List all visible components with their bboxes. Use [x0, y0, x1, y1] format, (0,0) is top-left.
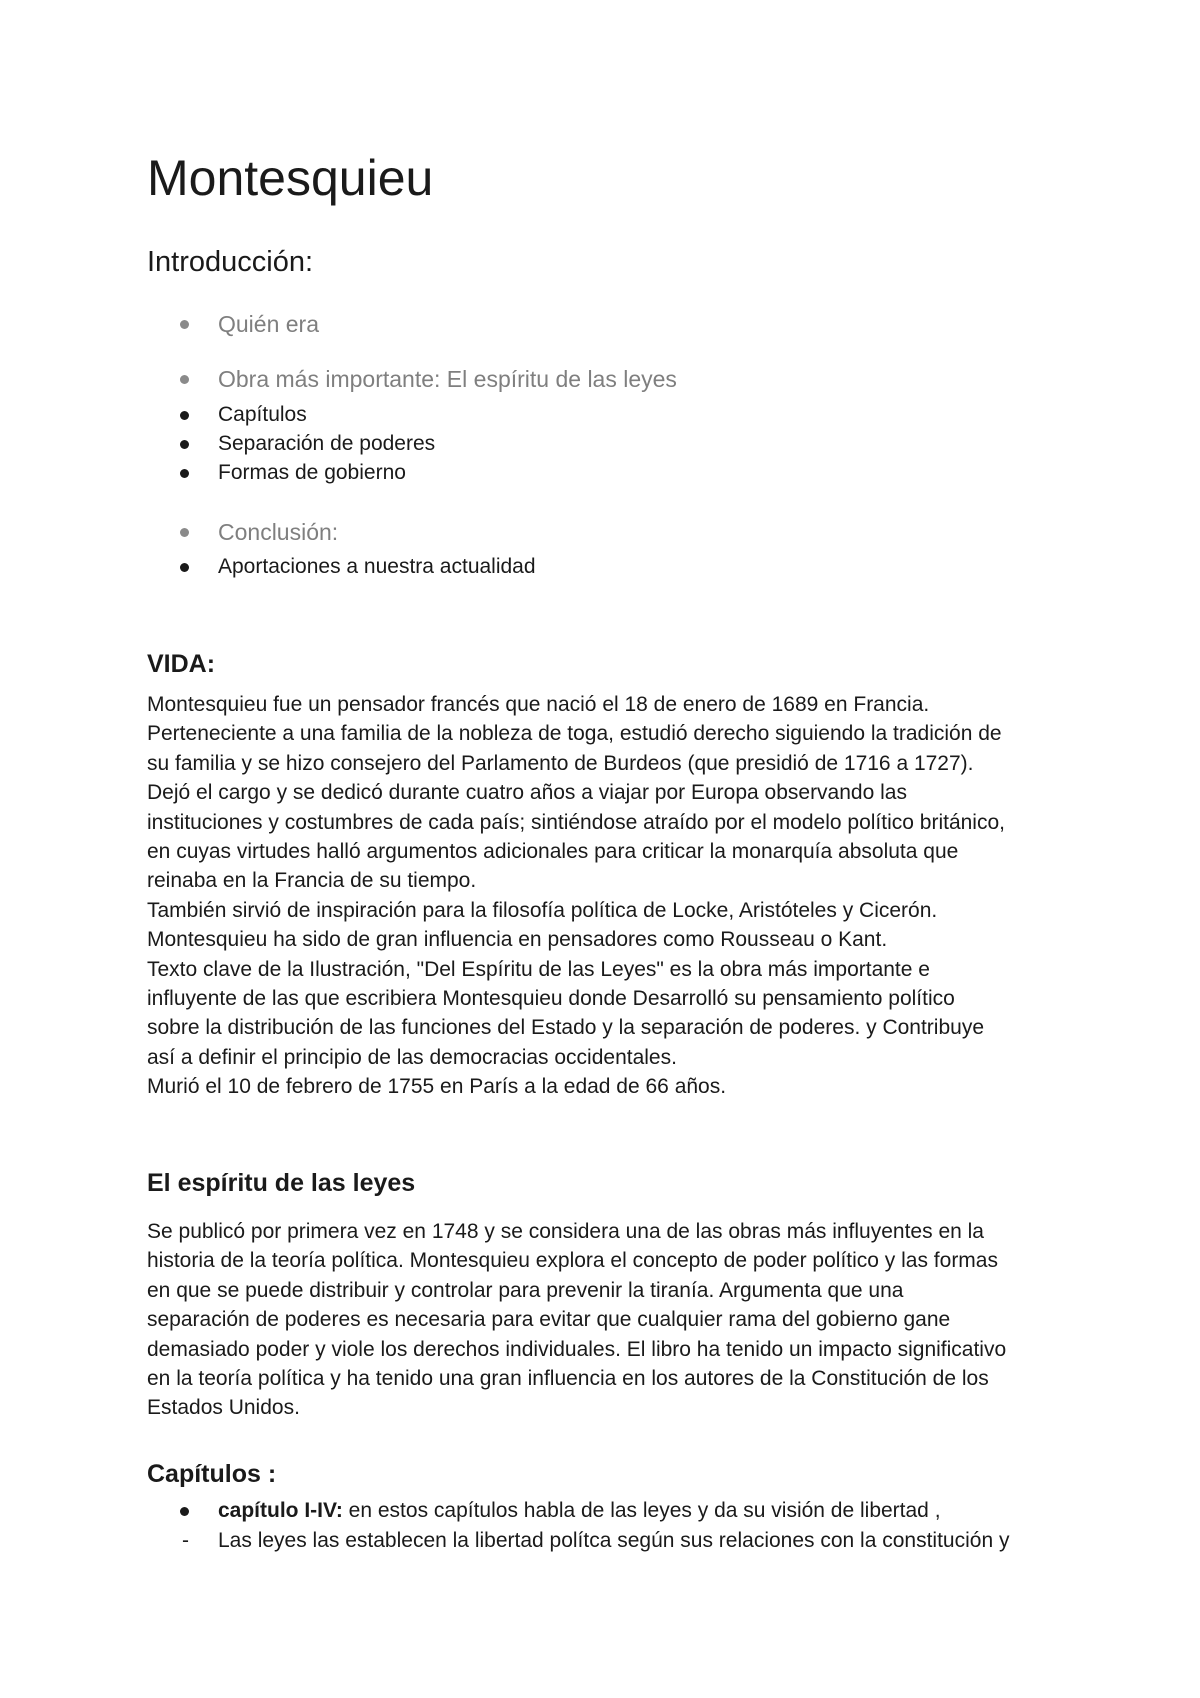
- bullet-icon: [180, 469, 189, 478]
- bullet-icon: [180, 440, 189, 449]
- paragraph-line: Perteneciente a una familia de la nobleza de toga, estudió derecho siguiendo la tradición de: [147, 722, 1002, 746]
- espiritu-paragraph: [147, 1217, 1087, 1423]
- paragraph-line: demasiado poder y viole los derechos individuales. El libro ha tenido un impacto significativo: [147, 1337, 1007, 1361]
- capitulo-item-desc: en estos capítulos habla de las leyes y da su visión de libertad ,: [342, 1499, 941, 1522]
- outline-item-text: Quién era: [218, 311, 320, 337]
- outline-item-text: Conclusión:: [218, 519, 339, 545]
- paragraph-line: así a definir el principio de las democracias occidentales.: [147, 1045, 677, 1069]
- paragraph-line: Murió el 10 de febrero de 1755 en París a la edad de 66 años.: [147, 1075, 727, 1099]
- paragraph-line: en que se puede distribuir y controlar para prevenir la tiranía. Argumenta que una: [147, 1278, 904, 1302]
- intro-heading: Introducción:: [147, 246, 314, 278]
- paragraph-line: historia de la teoría política. Montesquieu explora el concepto de poder político y las formas: [147, 1249, 998, 1273]
- paragraph-line: Estados Unidos.: [147, 1396, 300, 1420]
- paragraph-line: su familia y se hizo consejero del Parlamento de Burdeos (que presidió de 1716 a 1727).: [147, 751, 974, 775]
- capitulos-heading: Capítulos :: [147, 1460, 277, 1488]
- paragraph-line: separación de poderes es necesaria para evitar que cualquier rama del gobierno gane: [147, 1308, 951, 1332]
- bullet-icon: [180, 563, 189, 572]
- outline-item-text: Aportaciones a nuestra actualidad: [218, 555, 536, 578]
- bullet-icon: [180, 1507, 189, 1516]
- espiritu-heading: El espíritu de las leyes: [147, 1169, 416, 1197]
- paragraph-line: Montesquieu ha sido de gran influencia en pensadores como Rousseau o Kant.: [147, 928, 888, 952]
- vida-heading: VIDA:: [147, 650, 216, 678]
- paragraph-line: Montesquieu fue un pensador francés que nació el 18 de enero de 1689 en Francia.: [147, 693, 930, 716]
- paragraph-line: influyente de las que escribiera Montesquieu donde Desarrolló su pensamiento político: [147, 986, 955, 1010]
- outline-item-text: Capítulos: [218, 403, 307, 426]
- paragraph-line: instituciones y costumbres de cada país; sintiéndose atraído por el modelo político británico,: [147, 810, 1005, 834]
- paragraph-line: Se publicó por primera vez en 1748 y se considera una de las obras más influyentes en la: [147, 1220, 984, 1243]
- paragraph-line: También sirvió de inspiración para la filosofía política de Locke, Aristóteles y Cicerón.: [147, 898, 938, 922]
- capitulo-item-text: [218, 1496, 941, 1525]
- paragraph-line: Texto clave de la Ilustración, "Del Espíritu de las Leyes" es la obra más importante e: [147, 957, 930, 981]
- dash-marker: -: [182, 1529, 189, 1552]
- paragraph-line: en cuyas virtudes halló argumentos adicionales para criticar la monarquía absoluta que: [147, 839, 959, 863]
- outline-item-text: Formas de gobierno: [218, 461, 406, 484]
- capitulo-item-label: capítulo I-IV:: [218, 1499, 343, 1522]
- paragraph-line: reinaba en la Francia de su tiempo.: [147, 869, 477, 893]
- bullet-icon: [180, 375, 189, 384]
- document-title: Montesquieu: [147, 150, 434, 206]
- paragraph-line: Dejó el cargo y se dedicó durante cuatro años a viajar por Europa observando las: [147, 781, 907, 805]
- capitulo-subitem-text: Las leyes las establecen la libertad polítca según sus relaciones con la constitución y: [218, 1529, 1010, 1552]
- vida-paragraph: [147, 690, 1087, 1101]
- paragraph-line: sobre la distribución de las funciones del Estado y la separación de poderes. y Contribuye: [147, 1016, 984, 1040]
- bullet-icon: [180, 320, 189, 329]
- outline-item-text: Obra más importante: El espíritu de las leyes: [218, 366, 677, 392]
- outline-item-text: Separación de poderes: [218, 432, 436, 455]
- paragraph-line: en la teoría política y ha tenido una gran influencia en los autores de la Constitución de los: [147, 1366, 989, 1390]
- bullet-icon: [180, 411, 189, 420]
- bullet-icon: [180, 528, 189, 537]
